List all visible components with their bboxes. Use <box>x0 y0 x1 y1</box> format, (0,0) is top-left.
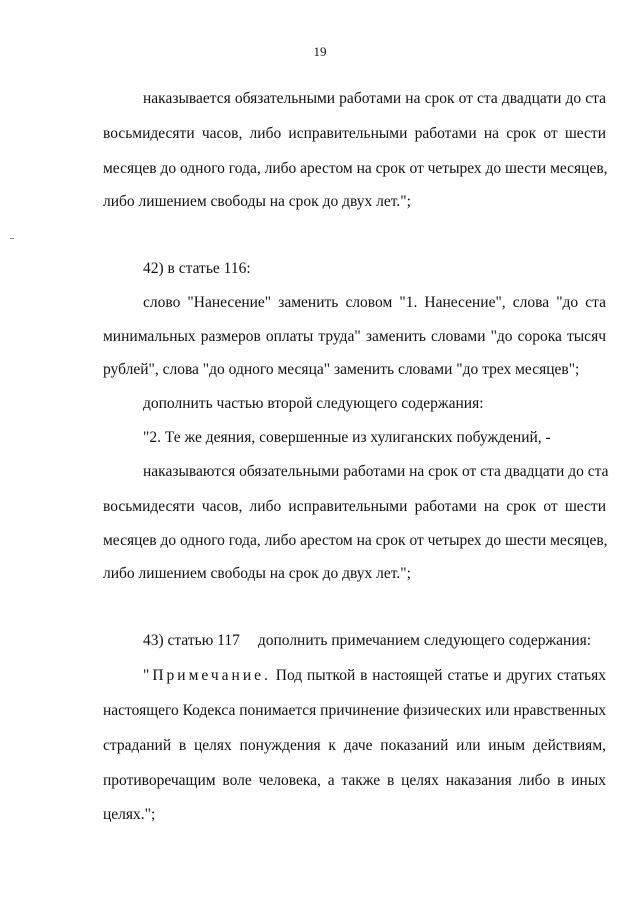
paragraph-line: восьмидесяти часов, либо исправительными работами на срок от шести <box>103 498 606 515</box>
paragraph-line: настоящего Кодекса понимается причинение физических или нравственных <box>103 702 607 719</box>
page-number: 19 <box>313 44 327 59</box>
paragraph-line: восьмидесяти часов, либо исправительными работами на срок от шести <box>103 125 606 142</box>
paragraph-line: либо лишением свободы на срок до двух лет."; <box>103 565 411 582</box>
paragraph-line: наказываются обязательными работами на срок от ста двадцати до ста <box>143 463 609 480</box>
paragraph-line: "2. Те же деяния, совершенные из хулиганских побуждений, - <box>143 429 551 446</box>
paragraph-line: рублей", слова "до одного месяца" заменить словами "до трех месяцев"; <box>103 361 580 378</box>
item-42-heading: 42) в статье 116: <box>143 260 251 277</box>
paragraph-line: дополнить частью второй следующего содержания: <box>143 395 484 412</box>
paragraph-line: месяцев до одного года, либо арестом на срок от четырех до шести месяцев, <box>103 532 608 549</box>
margin-mark <box>10 238 14 239</box>
item-43-heading <box>143 631 591 651</box>
item-43-action: дополнить примечанием следующего содержания: <box>257 632 592 649</box>
paragraph-line: слово "Нанесение" заменить словом "1. Нанесение", слова "до ста <box>143 294 606 311</box>
note-label: "Примечание. <box>143 667 271 684</box>
paragraph-line: минимальных размеров оплаты труда" заменить словами "до сорока тысяч <box>103 328 606 345</box>
paragraph-line: страданий в целях понуждения к даче показаний или иным действиям, <box>103 737 606 754</box>
note-first-line <box>143 666 606 686</box>
paragraph-line: либо лишением свободы на срок до двух лет."; <box>103 193 411 210</box>
paragraph-line: месяцев до одного года, либо арестом на срок от четырех до шести месяцев, <box>103 160 608 177</box>
paragraph-line: наказывается обязательными работами на срок от ста двадцати до ста <box>143 90 606 107</box>
paragraph-line: целях."; <box>103 806 156 823</box>
paragraph-line: противоречащим воле человека, а также в целях наказания либо в иных <box>103 772 606 789</box>
item-43-article: 43) статью 117 <box>143 632 240 649</box>
note-text: Под пыткой в настоящей статье и других статьях <box>275 667 606 684</box>
